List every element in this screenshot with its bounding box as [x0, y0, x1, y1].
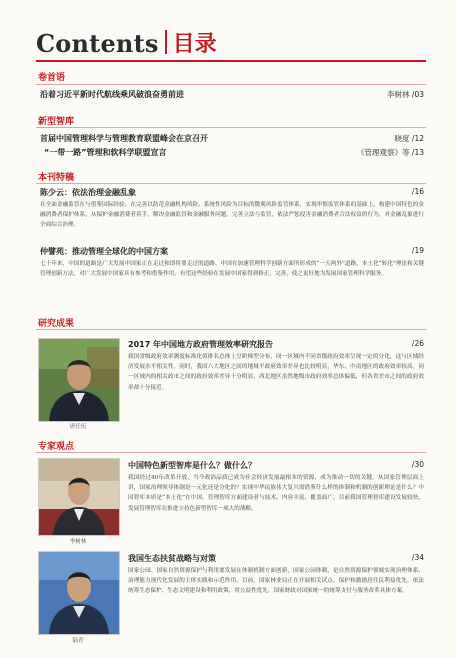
entry-author: 《管理观察》等: [357, 148, 410, 157]
entry-abstract: 在全面金融监管在与借鉴国际经验，在完善以防范金融机构风险、系统性风险为目标的微观风险监管体系，实现审慎监管体系的基础上，构建中国特色的金融消费者保护体系。从保护金融消费者着手，解决金融监管和金融服务问题，完善立法与监管，依法严惩侵害金融消费者合法权益的行为，对金融乱象进行全面综合治理。: [40, 202, 424, 229]
entry-title: “一带一路”管理和软科学联盟宣言: [44, 148, 167, 157]
contents-header: [36, 24, 217, 58]
entry-abstract: 我国省级政府效率测度标准化值排名总体上呈阶梯型分布，同一区域内不同省级政府效率呈现一定的分化，这与区域经济发展水平相关性。同时，我国六大地区之间的地域平政府效率差异也比较明显，华东、中南地区的政府效率较高，同一区域内的相关政市之间的政府效率差异十分明显，西北地区虽然地级市政府效率总体偏低，但各省差市之间的政府效率却十分接近。: [128, 354, 424, 391]
author-photo: [38, 551, 120, 635]
section-title-xinxingzhiku: 新型智库: [38, 117, 75, 127]
section-rule: [36, 84, 426, 85]
section-rule: [36, 329, 426, 330]
photo-caption: 李树林: [69, 539, 87, 545]
author-photo: [38, 458, 120, 536]
entry-page: /13: [411, 148, 424, 157]
section-title-benkantegao: 本刊特稿: [38, 173, 75, 183]
entry-abstract: 国家公园、国家自然资源保护与利用要发展在体制机制方面创新，国家公园体制，是自然资源保护领域实现治理体系、治理能力现代化发展的主体实践和示范作用。目前，国家林业局正在开展相关试点，保护和激励居住民利益优先，依法统筹生态保护、生态文明建设和利用政策，用公益性优先，国家财政对国家统一的统筹支付与服务改革具体方案。: [128, 568, 424, 595]
section-title-yanjiuchengguo: 研究成果: [38, 319, 75, 329]
entry-title: 陈少云：依法治理金融乱象: [40, 188, 136, 197]
portrait-image: [39, 339, 119, 421]
entry-author: 李树林: [387, 90, 410, 99]
entry-title[interactable]: 2017 年中国地方政府管理效率研究报告: [128, 340, 274, 349]
photo-caption: 陆青: [72, 638, 84, 644]
entry-page: /26: [411, 339, 424, 348]
entry-page: /12: [411, 134, 424, 143]
entry-author: 晓度: [394, 134, 410, 143]
section-title-zhuanjiaguandian: 专家观点: [38, 442, 75, 452]
section-rule: [36, 452, 426, 453]
entry-page: /19: [411, 246, 424, 255]
entry-abstract: 七十年来，中国的道路是广大发展中国家正在走过和即将要走过的道路。中国在加速管理科学创新方面所形成的“一五两外”道路，本土化“转化”理论和关键管理创新方法，对广大发展中国家具有参考和借鉴作用，有望这些经验在发展中国家得到修正、完善，使之更好地为发展国家管理科学服务。: [40, 261, 424, 278]
entry-page: /30: [411, 460, 424, 469]
entry-title: 沿着习近平新时代航线乘风破浪奋勇前进: [40, 90, 184, 99]
section-title-juanshouyu: 卷首语: [38, 73, 66, 83]
portrait-image: [39, 552, 119, 634]
entry-title: 仲譬苑：推动管理全球化的中国方案: [40, 247, 168, 256]
author-photo: [38, 338, 120, 422]
section-rule: [36, 127, 426, 128]
entry-title: 首届中国管理科学与管理教育联盟峰会在京召开: [40, 134, 208, 143]
entry-abstract: 我国经过40年改革开放，当今政治品质已成为社会经济发展最根本的资源，成为推动一切的关键。从国家管理层面上讲，国家治理领导体制是一元化还是分化的？实现中华民族伟大复兴需借鉴什么样的体制和机制的创新理论是什么？中国智库本质是“本土化”在中国，管理智库方面建设者与技术，内容丰富，覆盖面广，目前我国管理智库建设发展较快，发展管理智库在推进立持色新型智库一项大的战略。: [128, 475, 424, 512]
header-rule: [36, 60, 426, 62]
entry-title[interactable]: 中国特色新型智库是什么？做什么？: [128, 461, 256, 470]
entry-page: /34: [411, 553, 424, 562]
mulu-title: 目录: [172, 32, 217, 57]
header-divider: [165, 30, 167, 54]
contents-title: Contents: [36, 29, 159, 58]
section-rule: [36, 183, 426, 184]
entry-page: /03: [411, 90, 424, 99]
entry-title[interactable]: 我国生态扶贫战略与对策: [128, 554, 216, 563]
photo-caption: 唐任伍: [69, 424, 87, 430]
portrait-image: [39, 459, 119, 535]
entry-page: /16: [411, 187, 424, 196]
